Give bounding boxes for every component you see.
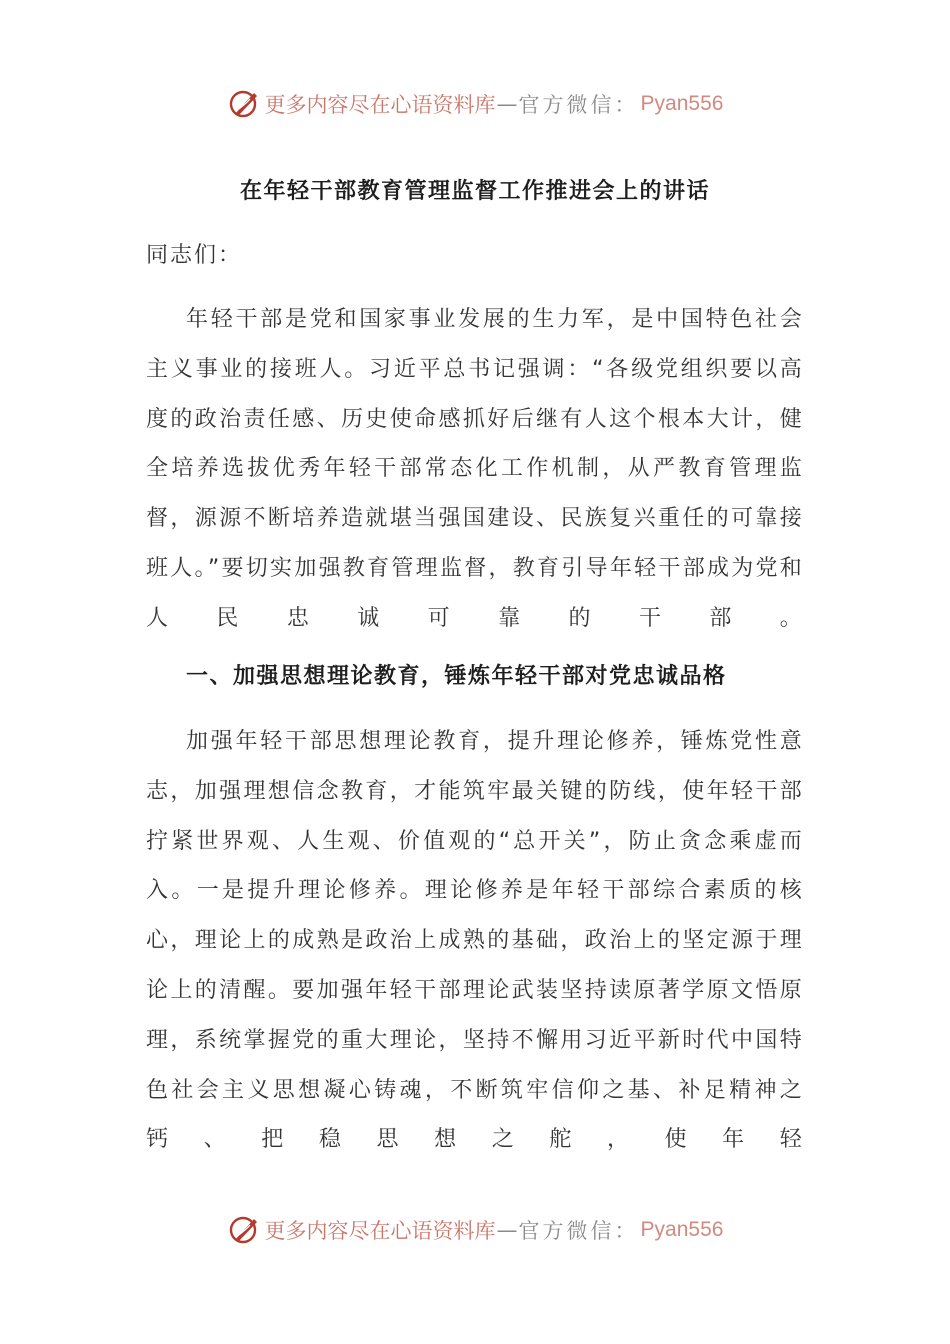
watermark-banner-bottom — [0, 1210, 950, 1250]
banner-dash: — — [496, 92, 518, 116]
banner-main-text: 更多内容尽在心语资料库 — [264, 1219, 496, 1243]
banner-wechat-id: Pyan556 — [640, 1218, 724, 1241]
banner-wechat-id: Pyan556 — [640, 92, 724, 115]
banner-dash: — — [496, 1218, 518, 1242]
paragraph-intro: 年轻干部是党和国家事业发展的生力军，是中国特色社会主义事业的接班人。习近平总书记强调：“各级党组织要以高度的政治责任感、历史使命感抓好后继有人这个根本大计，健全培养选拔优秀年轻干部常态化工作机制，从严教育管理监督，源源不断培养造就堪当强国建设、民族复兴重任的可靠接班人。”要切实加强教育管理监督，教育引导年轻干部成为党和人民忠诚可靠的干部。 — [146, 307, 804, 631]
paragraph-section-1: 加强年轻干部思想理论教育，提升理论修养，锤炼党性意志，加强理想信念教育，才能筑牢最关键的防线，使年轻干部拧紧世界观、人生观、价值观的“总开关”，防止贪念乘虚而入。一是提升理论修养。理论修养是年轻干部综合素质的核心，理论上的成熟是政治上成熟的基础，政治上的坚定源于理论上的清醒。要加强年轻干部理论武装坚持读原著学原文悟原理，系统掌握党的重大理论，坚持不懈用习近平新时代中国特色社会主义思想凝心铸魂，不断筑牢信仰之基、补足精神之钙、把稳思想之舵，使年轻 — [146, 729, 804, 1153]
banner-wechat-label: 官方微信： — [518, 93, 639, 117]
document-title: 在年轻干部教育管理监督工作推进会上的讲话 — [239, 179, 710, 204]
quill-logo-icon — [227, 87, 261, 121]
quill-logo-icon — [227, 1213, 261, 1247]
banner-main-text: 更多内容尽在心语资料库 — [264, 93, 496, 117]
section-heading-1: 一、加强思想理论教育，锤炼年轻干部对党忠诚品格 — [186, 664, 727, 689]
banner-wechat-label: 官方微信： — [518, 1219, 639, 1243]
watermark-banner-top — [0, 84, 950, 124]
salutation: 同志们： — [146, 243, 243, 268]
